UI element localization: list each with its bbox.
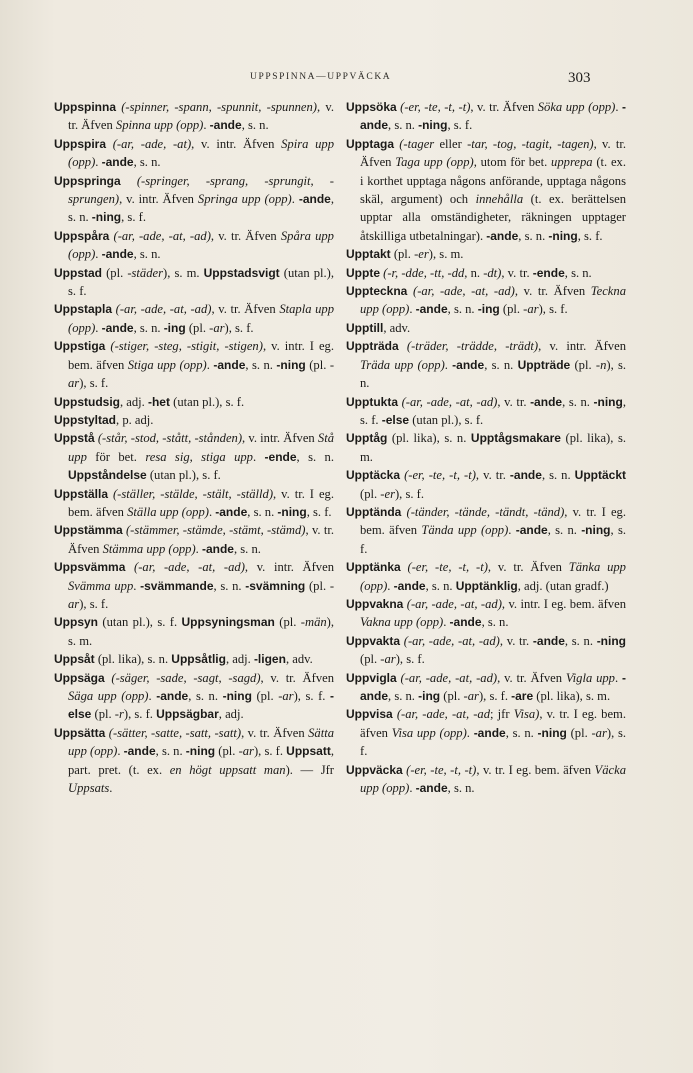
dictionary-entry: Upptakt (pl. -er), s. m. bbox=[346, 247, 464, 262]
dictionary-entry: Upptåg (pl. lika), s. n. Upptågsmakare (pl. lika), s. m. bbox=[346, 431, 626, 464]
dictionary-entry: Uppställa (-ställer, -stälde, -stält, -ställd), v. tr. I eg. bem. äfven Ställa upp (opp). -ande, s. n. -ning, s. f. bbox=[54, 486, 334, 519]
running-title: UPPSPINNA—UPPVÄCKA bbox=[250, 72, 392, 82]
dictionary-entry: Upptäcka (-er, -te, -t, -t), v. tr. -ande, s. n. Upptäckt (pl. -er), s. f. bbox=[346, 468, 626, 501]
page-number: 303 bbox=[568, 70, 591, 86]
dictionary-entry: Uppvigla (-ar, -ade, -at, -ad), v. tr. Äfven Vigla upp. -ande, s. n. -ing (pl. -ar), s. f. -are (pl. lika), s. m. bbox=[346, 670, 626, 703]
dictionary-entry: Uppspinna (-spinner, -spann, -spunnit, -spunnen), v. tr. Äfven Spinna upp (opp). -ande, s. n. bbox=[54, 100, 334, 133]
dictionary-entry: Uppspåra (-ar, -ade, -at, -ad), v. tr. Äfven Spåra upp (opp). -ande, s. n. bbox=[54, 228, 334, 262]
dictionary-entry: Uppstyltad, p. adj. bbox=[54, 412, 154, 427]
dictionary-entry: Uppsäga (-säger, -sade, -sagt, -sagd), v. tr. Äfven Säga upp (opp). -ande, s. n. -ning (pl. -ar), s. f. -else (pl. -r), s. f. Uppsägbar, adj. bbox=[54, 670, 335, 722]
dictionary-entry: Uppsyn (utan pl.), s. f. Uppsyningsman (pl. -män), s. m. bbox=[54, 615, 335, 648]
dictionary-entry: Uppvakta (-ar, -ade, -at, -ad), v. tr. -ande, s. n. -ning (pl. -ar), s. f. bbox=[346, 633, 627, 667]
dictionary-entry: Uppstiga (-stiger, -steg, -stigit, -stigen), v. intr. I eg. bem. äfven Stiga upp (opp). -ande, s. n. -ning (pl. -ar), s. f. bbox=[54, 339, 335, 391]
dictionary-entry: Uppsvämma (-ar, -ade, -at, -ad), v. intr. Äfven Svämma upp. -svämmande, s. n. -svämning (pl. -ar), s. f. bbox=[54, 560, 335, 611]
dictionary-entry: Uppsätta (-sätter, -satte, -satt, -satt), v. tr. Äfven Sätta upp (opp). -ande, s. n. -ning (pl. -ar), s. f. Uppsatt, part. pret. (t. ex. en högt uppsatt man). — Jfr Uppsats. bbox=[54, 725, 334, 796]
dictionary-entry: Uppsöka (-er, -te, -t, -t), v. tr. Äfven Söka upp (opp). -ande, s. n. -ning, s. f. bbox=[346, 100, 627, 133]
dictionary-entry: Uppsåt (pl. lika), s. n. Uppsåtlig, adj. -ligen, adv. bbox=[54, 652, 313, 667]
dictionary-entry: Uppstämma (-stämmer, -stämde, -stämt, -stämd), v. tr. Äfven Stämma upp (opp). -ande, s. n. bbox=[54, 523, 334, 556]
dictionary-entry: Uppspira (-ar, -ade, -at), v. intr. Äfven Spira upp (opp). -ande, s. n. bbox=[54, 136, 334, 170]
dictionary-entry: Uppvisa (-ar, -ade, -at, -ad; jfr Visa), v. tr. I eg. bem. äfven Visa upp (opp). -ande, s. n. -ning (pl. -ar), s. f. bbox=[346, 707, 627, 759]
dictionary-entry: Uppvakna (-ar, -ade, -at, -ad), v. intr. I eg. bem. äfven Vakna upp (opp). -ande, s. n. bbox=[346, 596, 626, 630]
dictionary-entry: Uppstudsig, adj. -het (utan pl.), s. f. bbox=[54, 394, 245, 409]
left-column bbox=[54, 98, 334, 797]
dictionary-entry: Uppstå (-står, -stod, -stått, -stånden), v. intr. Äfven Stå upp för bet. resa sig, stiga upp. -ende, s. n. Uppståndelse (utan pl.), s. f. bbox=[54, 431, 334, 483]
dictionary-entry: Upptill, adv. bbox=[346, 320, 411, 335]
dictionary-entry: Upptukta (-ar, -ade, -at, -ad), v. tr. -ande, s. n. -ning, s. f. -else (utan pl.), s. f. bbox=[346, 394, 626, 427]
dictionary-entry: Uppstad (pl. -städer), s. m. Uppstadsvigt (utan pl.), s. f. bbox=[54, 265, 335, 299]
dictionary-entry: Uppstapla (-ar, -ade, -at, -ad), v. tr. Äfven Stapla upp (opp). -ande, s. n. -ing (pl. -ar), s. f. bbox=[54, 302, 334, 335]
dictionary-entry: Uppväcka (-er, -te, -t, -t), v. tr. I eg. bem. äfven Väcka upp (opp). -ande, s. n. bbox=[346, 762, 626, 796]
running-head bbox=[0, 70, 693, 90]
right-column bbox=[346, 98, 626, 797]
dictionary-entry: Uppteckna (-ar, -ade, -at, -ad), v. tr. Äfven Teckna upp (opp). -ande, s. n. -ing (pl. -ar), s. f. bbox=[346, 284, 626, 317]
dictionary-entry: Uppträda (-träder, -trädde, -trädt), v. intr. Äfven Träda upp (opp). -ande, s. n. Uppträde (pl. -n), s. n. bbox=[346, 339, 627, 391]
dictionary-entry: Uppspringa (-springer, -sprang, -sprungit, -sprungen), v. intr. Äfven Springa upp (opp). -ande, s. n. -ning, s. f. bbox=[54, 173, 335, 225]
dictionary-entry: Upptända (-tänder, -tände, -tändt, -tänd), v. tr. I eg. bem. äfven Tända upp (opp). -ande, s. n. -ning, s. f. bbox=[346, 504, 627, 556]
dictionary-entry: Upptänka (-er, -te, -t, -t), v. tr. Äfven Tänka upp (opp). -ande, s. n. Upptänklig, adj. (utan gradf.) bbox=[346, 560, 626, 593]
dictionary-entry: Uppte (-r, -dde, -tt, -dd, n. -dt), v. tr. -ende, s. n. bbox=[346, 265, 592, 280]
dictionary-entry: Upptaga (-tager eller -tar, -tog, -tagit, -tagen), v. tr. Äfven Taga upp (opp), utom för bet. upprepa (t. ex. i korthet upptaga någons anförande, upptaga någons skäl, argument) och innehålla (t. ex. berättelsen upptar alla omständigheter, räkningen upptager åtskilliga utbetalningar). -ande, s. n. -ning, s. f. bbox=[346, 136, 627, 243]
